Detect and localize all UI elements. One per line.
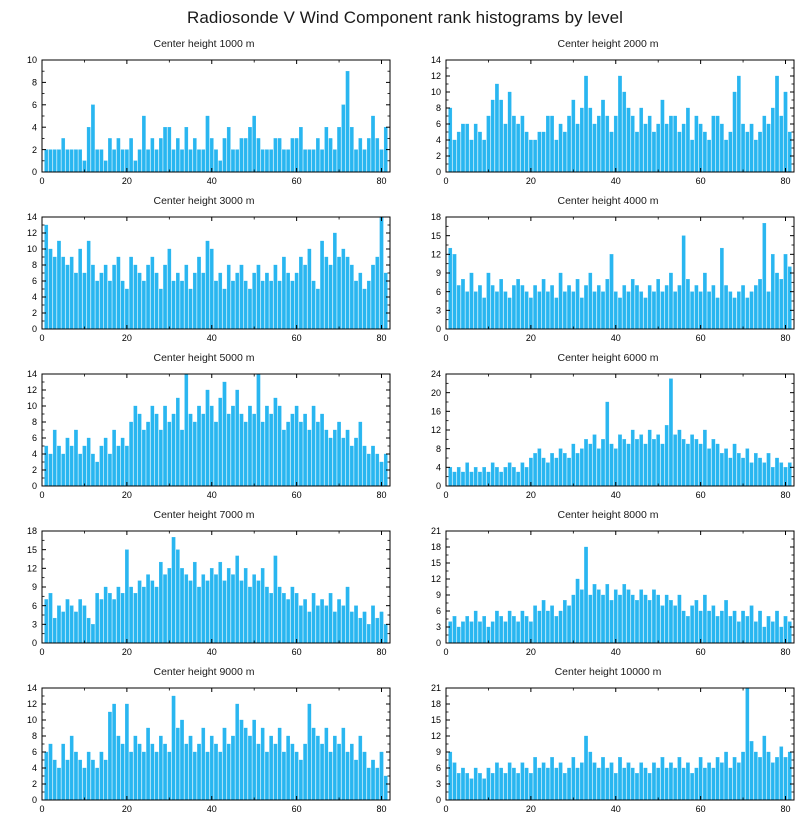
panel-5000m xyxy=(8,352,400,510)
panel-3000m xyxy=(8,195,400,353)
svg-text:12: 12 xyxy=(430,731,441,742)
svg-text:3: 3 xyxy=(31,619,37,630)
svg-text:12: 12 xyxy=(26,385,37,396)
bar-chart-svg xyxy=(8,525,400,665)
svg-text:15: 15 xyxy=(430,715,441,726)
svg-text:0: 0 xyxy=(31,324,37,335)
svg-text:40: 40 xyxy=(610,176,621,186)
svg-text:6: 6 xyxy=(435,606,441,617)
svg-text:2: 2 xyxy=(435,151,441,162)
svg-text:80: 80 xyxy=(376,490,387,500)
panel-2000m xyxy=(412,38,804,196)
svg-text:40: 40 xyxy=(206,804,217,814)
plot-area xyxy=(8,211,400,351)
svg-text:60: 60 xyxy=(695,490,706,500)
svg-text:80: 80 xyxy=(376,176,387,186)
svg-text:40: 40 xyxy=(610,804,621,814)
svg-text:0: 0 xyxy=(31,638,37,649)
svg-text:0: 0 xyxy=(39,490,45,500)
svg-text:2: 2 xyxy=(31,779,37,790)
figure-title: Radiosonde V Wind Component rank histograms by level xyxy=(186,8,624,27)
svg-text:21: 21 xyxy=(430,683,441,694)
svg-text:4: 4 xyxy=(31,763,37,774)
panel-title: Center height 10000 m xyxy=(554,666,662,678)
svg-text:0: 0 xyxy=(443,333,449,343)
svg-text:15: 15 xyxy=(430,230,441,241)
svg-text:40: 40 xyxy=(610,333,621,343)
svg-text:9: 9 xyxy=(435,747,441,758)
svg-text:6: 6 xyxy=(31,276,37,287)
svg-text:20: 20 xyxy=(525,647,536,657)
svg-text:60: 60 xyxy=(695,804,706,814)
panel-title: Center height 4000 m xyxy=(557,195,659,207)
svg-text:2: 2 xyxy=(31,144,37,155)
bar-chart-svg xyxy=(8,211,400,351)
svg-text:9: 9 xyxy=(31,582,37,593)
panel-title: Center height 6000 m xyxy=(557,352,659,364)
svg-text:60: 60 xyxy=(695,176,706,186)
svg-text:0: 0 xyxy=(443,490,449,500)
svg-text:15: 15 xyxy=(430,558,441,569)
svg-text:80: 80 xyxy=(376,647,387,657)
svg-text:16: 16 xyxy=(430,406,441,417)
bar-chart-svg xyxy=(8,682,400,822)
panel-7000m xyxy=(8,509,400,667)
svg-text:20: 20 xyxy=(525,176,536,186)
svg-text:6: 6 xyxy=(435,286,441,297)
svg-text:12: 12 xyxy=(26,563,37,574)
svg-text:3: 3 xyxy=(435,305,441,316)
plot-area xyxy=(412,368,804,508)
bar-chart-svg xyxy=(412,54,804,194)
svg-text:10: 10 xyxy=(430,87,441,98)
panel-title: Center height 3000 m xyxy=(153,195,255,207)
svg-text:20: 20 xyxy=(121,176,132,186)
svg-text:14: 14 xyxy=(26,683,37,694)
panel-1000m xyxy=(8,38,400,196)
svg-text:20: 20 xyxy=(525,490,536,500)
svg-text:18: 18 xyxy=(26,526,37,537)
bar-chart-svg xyxy=(8,368,400,508)
svg-text:0: 0 xyxy=(39,647,45,657)
svg-text:12: 12 xyxy=(430,249,441,260)
svg-text:60: 60 xyxy=(695,333,706,343)
svg-text:40: 40 xyxy=(206,176,217,186)
svg-text:12: 12 xyxy=(430,71,441,82)
plot-area xyxy=(412,211,804,351)
svg-text:6: 6 xyxy=(435,119,441,130)
svg-text:60: 60 xyxy=(291,647,302,657)
svg-text:21: 21 xyxy=(430,526,441,537)
plot-area xyxy=(8,368,400,508)
svg-text:18: 18 xyxy=(430,212,441,223)
svg-text:0: 0 xyxy=(443,647,449,657)
svg-text:9: 9 xyxy=(435,268,441,279)
svg-text:0: 0 xyxy=(443,176,449,186)
svg-text:14: 14 xyxy=(26,212,37,223)
svg-text:24: 24 xyxy=(430,369,441,380)
svg-text:14: 14 xyxy=(26,369,37,380)
svg-text:40: 40 xyxy=(206,333,217,343)
svg-text:8: 8 xyxy=(31,731,37,742)
svg-text:8: 8 xyxy=(31,417,37,428)
svg-text:20: 20 xyxy=(430,387,441,398)
svg-text:6: 6 xyxy=(31,433,37,444)
svg-text:18: 18 xyxy=(430,699,441,710)
svg-text:20: 20 xyxy=(121,490,132,500)
svg-text:20: 20 xyxy=(121,333,132,343)
svg-text:40: 40 xyxy=(610,647,621,657)
svg-text:12: 12 xyxy=(430,574,441,585)
svg-text:8: 8 xyxy=(435,443,441,454)
svg-text:4: 4 xyxy=(435,135,441,146)
svg-text:0: 0 xyxy=(39,333,45,343)
svg-text:80: 80 xyxy=(780,333,791,343)
svg-text:2: 2 xyxy=(31,308,37,319)
svg-text:2: 2 xyxy=(31,465,37,476)
svg-text:4: 4 xyxy=(31,122,37,133)
svg-text:6: 6 xyxy=(435,763,441,774)
svg-text:6: 6 xyxy=(31,747,37,758)
svg-text:3: 3 xyxy=(435,779,441,790)
svg-text:20: 20 xyxy=(525,333,536,343)
bar-chart-svg xyxy=(412,682,804,822)
svg-text:0: 0 xyxy=(31,167,37,178)
svg-text:40: 40 xyxy=(206,490,217,500)
svg-text:0: 0 xyxy=(435,324,441,335)
svg-text:60: 60 xyxy=(291,804,302,814)
svg-text:4: 4 xyxy=(435,462,441,473)
svg-text:12: 12 xyxy=(26,699,37,710)
panel-title: Center height 9000 m xyxy=(153,666,255,678)
plot-area xyxy=(412,525,804,665)
panel-4000m xyxy=(412,195,804,353)
plot-area xyxy=(8,682,400,822)
panel-9000m xyxy=(8,666,400,824)
svg-text:0: 0 xyxy=(435,481,441,492)
svg-text:0: 0 xyxy=(435,638,441,649)
svg-text:6: 6 xyxy=(31,600,37,611)
panel-10000m xyxy=(412,666,804,824)
svg-text:4: 4 xyxy=(31,449,37,460)
plot-area xyxy=(8,54,400,194)
svg-text:20: 20 xyxy=(525,804,536,814)
svg-text:0: 0 xyxy=(435,795,441,806)
svg-text:10: 10 xyxy=(26,244,37,255)
panel-title: Center height 5000 m xyxy=(153,352,255,364)
bar-chart-svg xyxy=(8,54,400,194)
svg-text:3: 3 xyxy=(435,622,441,633)
svg-text:0: 0 xyxy=(39,176,45,186)
svg-text:0: 0 xyxy=(31,481,37,492)
svg-text:15: 15 xyxy=(26,544,37,555)
svg-text:0: 0 xyxy=(39,804,45,814)
svg-text:10: 10 xyxy=(26,401,37,412)
svg-text:0: 0 xyxy=(31,795,37,806)
svg-text:8: 8 xyxy=(31,77,37,88)
svg-text:80: 80 xyxy=(780,647,791,657)
svg-text:40: 40 xyxy=(610,490,621,500)
svg-text:20: 20 xyxy=(121,647,132,657)
svg-text:10: 10 xyxy=(26,715,37,726)
svg-text:60: 60 xyxy=(291,176,302,186)
svg-text:20: 20 xyxy=(121,804,132,814)
panel-6000m xyxy=(412,352,804,510)
svg-text:9: 9 xyxy=(435,590,441,601)
svg-text:80: 80 xyxy=(780,804,791,814)
svg-text:12: 12 xyxy=(430,425,441,436)
svg-text:12: 12 xyxy=(26,228,37,239)
panel-8000m xyxy=(412,509,804,667)
svg-text:0: 0 xyxy=(443,804,449,814)
svg-text:80: 80 xyxy=(780,490,791,500)
plot-area xyxy=(412,54,804,194)
panel-title: Center height 8000 m xyxy=(557,509,659,521)
bar-chart-svg xyxy=(412,525,804,665)
svg-text:80: 80 xyxy=(780,176,791,186)
svg-text:8: 8 xyxy=(31,260,37,271)
bar-chart-svg xyxy=(412,368,804,508)
svg-text:60: 60 xyxy=(291,490,302,500)
panel-title: Center height 1000 m xyxy=(153,38,255,50)
plot-area xyxy=(412,682,804,822)
panel-grid xyxy=(0,38,810,824)
bar-chart-svg xyxy=(412,211,804,351)
panel-title: Center height 7000 m xyxy=(153,509,255,521)
svg-text:80: 80 xyxy=(376,333,387,343)
svg-text:10: 10 xyxy=(26,55,37,66)
svg-text:0: 0 xyxy=(435,167,441,178)
svg-text:18: 18 xyxy=(430,542,441,553)
svg-text:60: 60 xyxy=(291,333,302,343)
svg-text:60: 60 xyxy=(695,647,706,657)
svg-text:4: 4 xyxy=(31,292,37,303)
svg-text:6: 6 xyxy=(31,100,37,110)
svg-text:40: 40 xyxy=(206,647,217,657)
svg-text:80: 80 xyxy=(376,804,387,814)
plot-area xyxy=(8,525,400,665)
svg-text:14: 14 xyxy=(430,55,441,66)
panel-title: Center height 2000 m xyxy=(557,38,659,50)
svg-text:8: 8 xyxy=(435,103,441,114)
